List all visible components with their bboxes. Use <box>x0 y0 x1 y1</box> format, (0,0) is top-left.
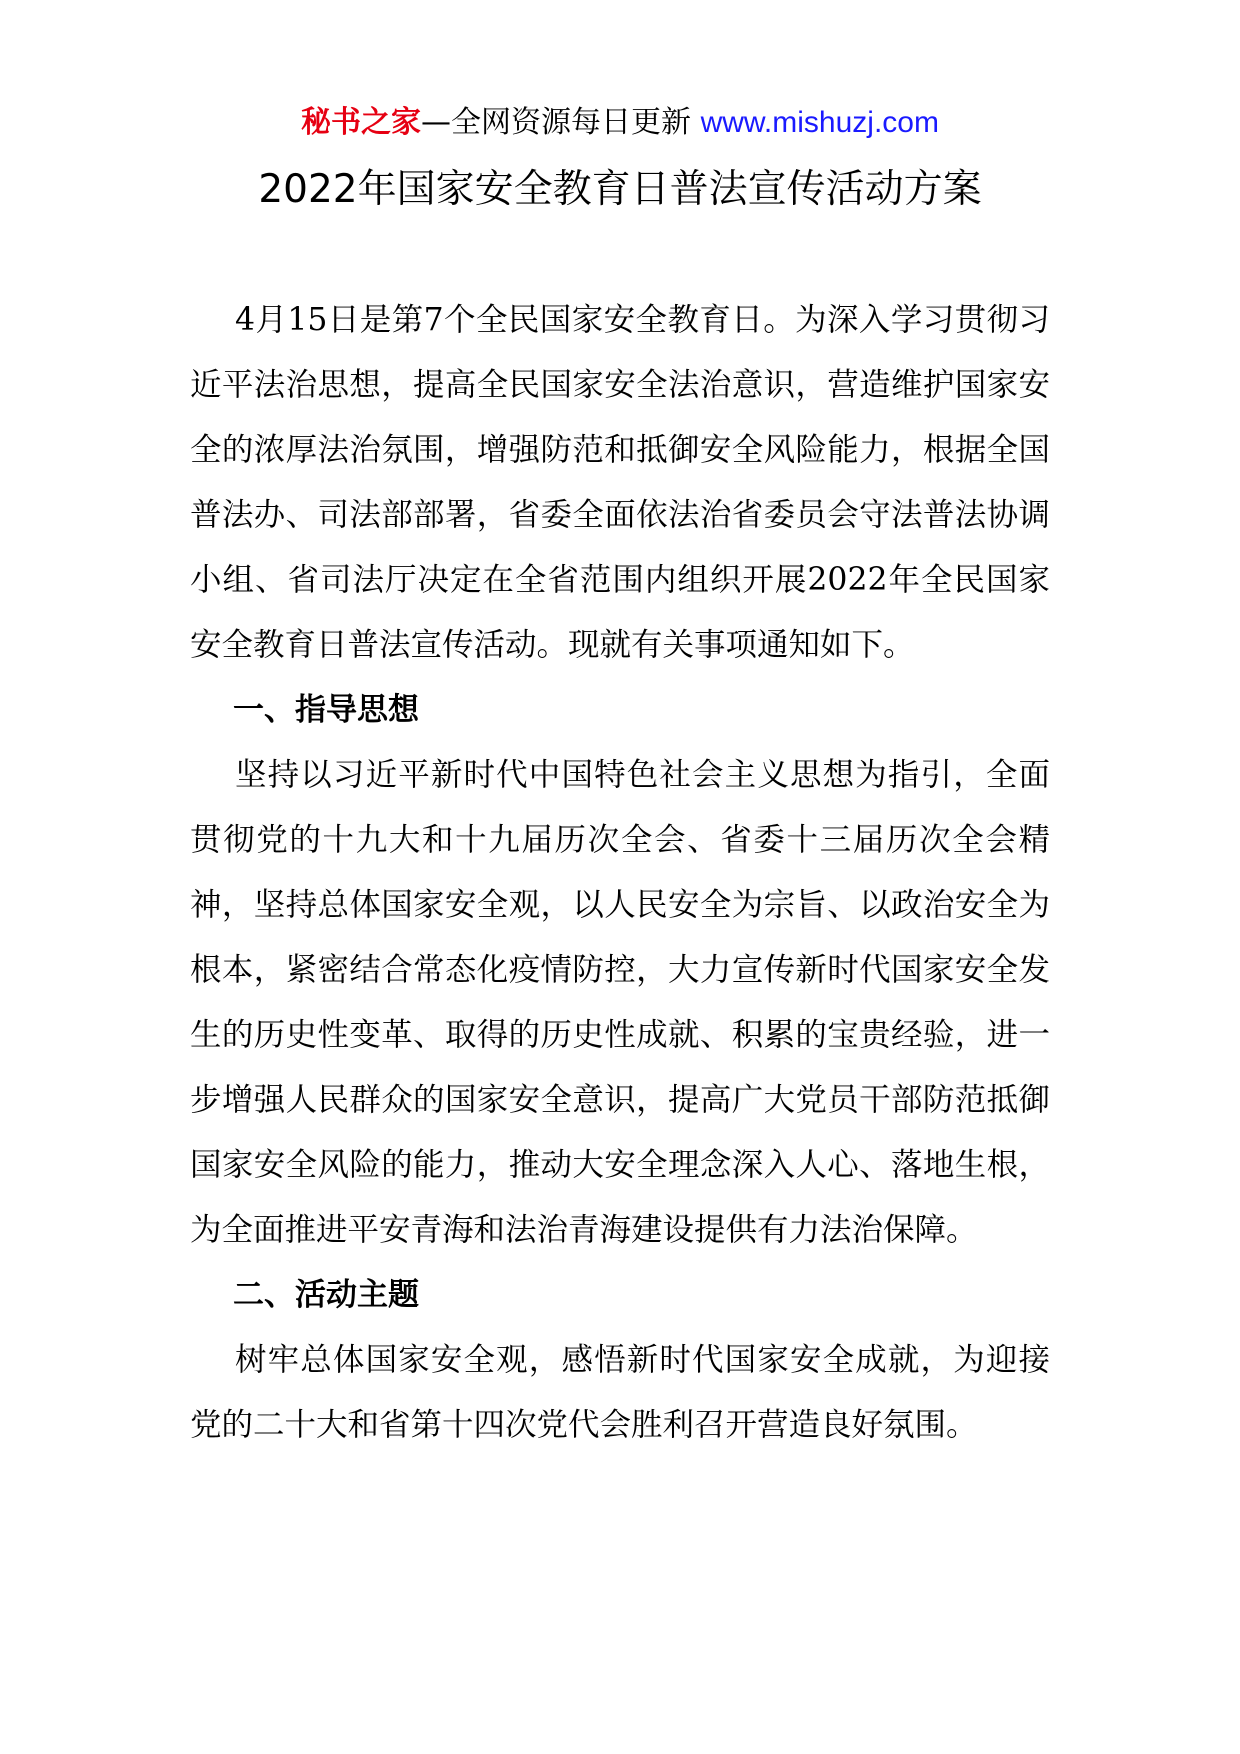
site-banner <box>0 103 1240 143</box>
banner-tagline: —全网资源每日更新 <box>421 105 701 140</box>
intro-paragraph: 4月15日是第7个全民国家安全教育日。为深入学习贯彻习近平法治思想，提高全民国家安全法治意识，营造维护国家安全的浓厚法治氛围，增强防范和抵御安全风险能力，根据全国普法办、司法部部署，省委全面依法治省委员会守法普法协调小组、省司法厅决定在全省范围内组织开展2022年全民国家安全教育日普法宣传活动。现就有关事项通知如下。 <box>190 302 1050 663</box>
section-paragraph-guiding-ideology: 坚持以习近平新时代中国特色社会主义思想为指引，全面贯彻党的十九大和十九届历次全会、省委十三届历次全会精神，坚持总体国家安全观，以人民安全为宗旨、以政治安全为根本，紧密结合常态化疫情防控，大力宣传新时代国家安全发生的历史性变革、取得的历史性成就、积累的宝贵经验，进一步增强人民群众的国家安全意识，提高广大党员干部防范抵御国家安全风险的能力，推动大安全理念深入人心、落地生根，为全面推进平安青海和法治青海建设提供有力法治保障。 <box>190 757 1050 1248</box>
document-title: 2022年国家安全教育日普法宣传活动方案 <box>258 167 982 212</box>
section-heading-activity-theme: 二、活动主题 <box>233 1277 419 1313</box>
section-heading-guiding-ideology: 一、指导思想 <box>233 692 419 728</box>
banner-brand: 秘书之家 <box>301 105 422 140</box>
section-paragraph-activity-theme: 树牢总体国家安全观，感悟新时代国家安全成就，为迎接党的二十大和省第十四次党代会胜利召开营造良好氛围。 <box>190 1342 1050 1443</box>
document-body <box>190 288 1050 1458</box>
banner-url[interactable]: www.mishuzj.com <box>700 106 939 139</box>
